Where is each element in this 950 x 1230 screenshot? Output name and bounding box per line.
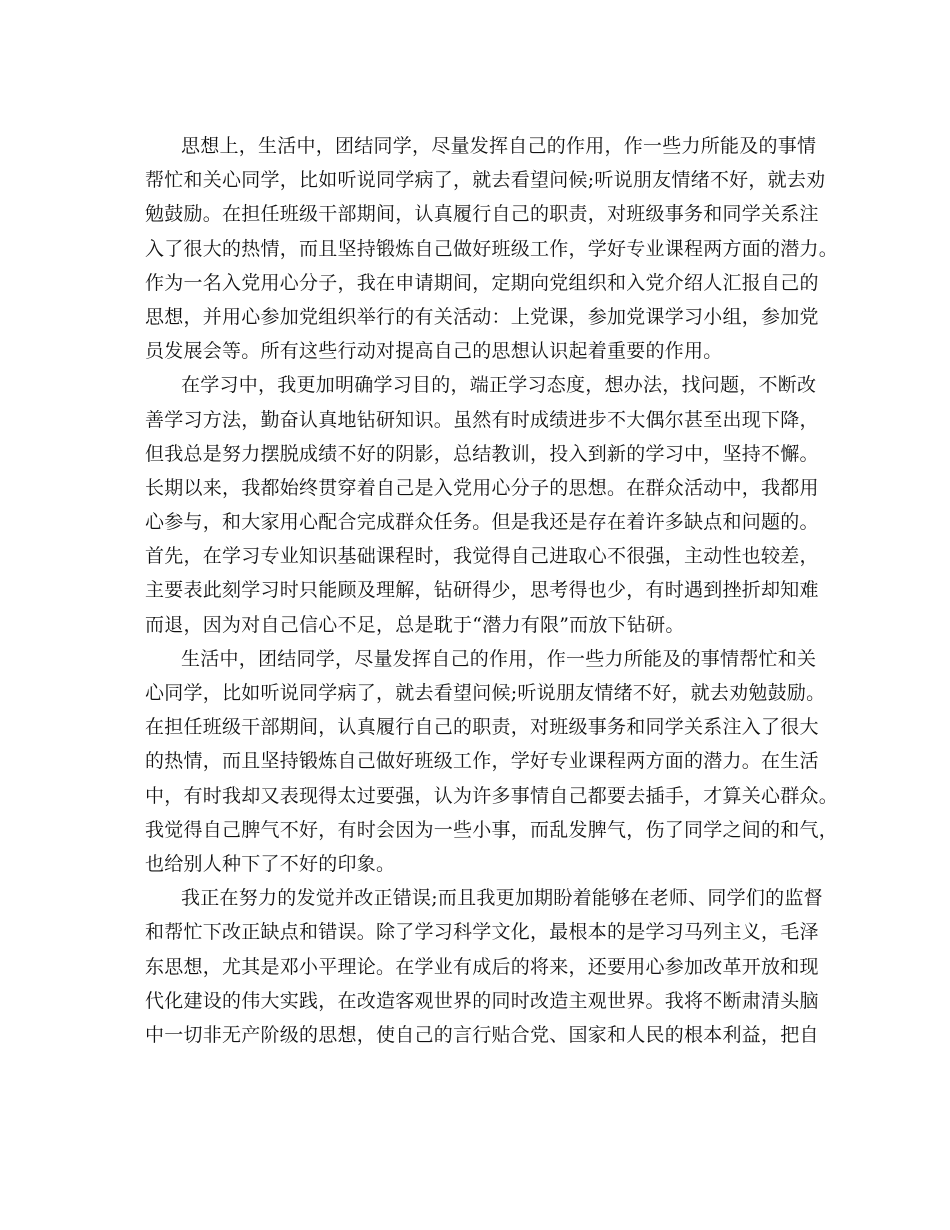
- paragraph: [145, 368, 845, 642]
- text-line: 心参与，和大家用心配合完成群众任务。但是我还是存在着许多缺点和问题的。: [145, 511, 819, 534]
- text-line: 而退，因为对自己信心不足，总是耽于“潜力有限”而放下钻研。: [145, 613, 685, 636]
- text-line: 善学习方法，勤奋认真地钻研知识。虽然有时成绩进步不大偶尔甚至出现下降，: [145, 408, 819, 431]
- text-line: 思想，并用心参加党组织举行的有关活动：上党课，参加党课学习小组，参加党: [145, 305, 819, 328]
- text-line: 生活中，团结同学，尽量发挥自己的作用，作一些力所能及的事情帮忙和关: [181, 647, 817, 670]
- text-line: 主要表此刻学习时只能顾及理解，钻研得少，思考得也少，有时遇到挫折却知难: [145, 579, 819, 602]
- text-line: 勉鼓励。在担任班级干部期间，认真履行自己的职责，对班级事务和同学关系注: [145, 203, 819, 226]
- text-line: 在学习中，我更加明确学习目的，端正学习态度，想办法，找问题，不断改: [181, 374, 817, 397]
- text-line: 心同学，比如听说同学病了，就去看望问候;听说朋友情绪不好，就去劝勉鼓励。: [145, 682, 826, 704]
- text-line: 思想上，生活中，团结同学，尽量发挥自己的作用，作一些力所能及的事情: [181, 135, 817, 157]
- text-line: 在担任班级干部期间，认真履行自己的职责，对班级事务和同学关系注入了很大: [145, 716, 819, 739]
- text-line: 代化建设的伟大实践，在改造客观世界的同时改造主观世界。我将不断肃清头脑: [145, 989, 819, 1012]
- text-line: 我正在努力的发觉并改正错误;而且我更加期盼着能够在老师、同学们的监督: [181, 887, 823, 910]
- text-line: 我觉得自己脾气不好，有时会因为一些小事，而乱发脾气，伤了同学之间的和气，: [145, 818, 839, 841]
- text-line: 首先，在学习专业知识基础课程时，我觉得自己进取心不很强，主动性也较差，: [145, 545, 819, 568]
- text-line: 作为一名入党用心分子，我在申请期间，定期向党组织和入党介绍人汇报自己的: [145, 271, 819, 294]
- text-line: 东思想，尤其是邓小平理论。在学业有成后的将来，还要用心参加改革开放和现: [145, 955, 819, 978]
- document-body: [145, 129, 845, 1052]
- text-line: 也给别人种下了不好的印象。: [145, 852, 396, 875]
- text-line: 员发展会等。所有这些行动对提高自己的思想认识起着重要的作用。: [145, 340, 723, 363]
- text-line: 中一切非无产阶级的思想，使自己的言行贴合党、国家和人民的根本利益，把自: [145, 1023, 819, 1046]
- text-line: 和帮忙下改正缺点和错误。除了学习科学文化，最根本的是学习马列主义，毛泽: [145, 921, 819, 944]
- text-line: 长期以来，我都始终贯穿着自己是入党用心分子的思想。在群众活动中，我都用: [145, 476, 819, 499]
- text-line: 的热情，而且坚持锻炼自己做好班级工作，学好专业课程两方面的潜力。在生活: [145, 750, 819, 773]
- paragraph: [145, 129, 845, 368]
- text-line: 中，有时我却又表现得太过要强，认为许多事情自己都要去插手，才算关心群众。: [145, 784, 839, 807]
- text-line: 帮忙和关心同学，比如听说同学病了，就去看望问候;听说朋友情绪不好，就去劝: [145, 169, 826, 192]
- text-line: 入了很大的热情，而且坚持锻炼自己做好班级工作，学好专业课程两方面的潜力。: [145, 237, 839, 260]
- text-line: 但我总是努力摆脱成绩不好的阴影，总结教训，投入到新的学习中，坚持不懈。: [145, 442, 819, 465]
- paragraph: [145, 642, 845, 881]
- paragraph: [145, 881, 845, 1052]
